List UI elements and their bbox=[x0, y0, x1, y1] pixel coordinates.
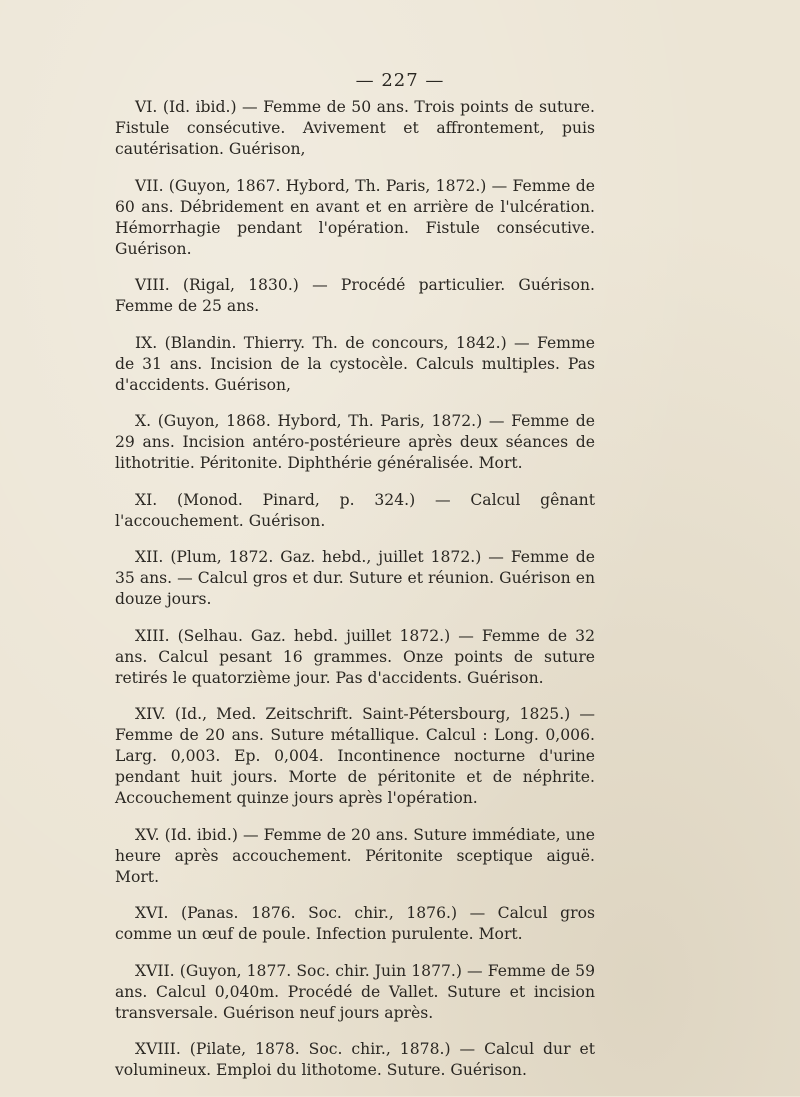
case-entry-vii: VII. (Guyon, 1867. Hybord, Th. Paris, 1872.) — Femme de 60 ans. Débridement en avant et en arrière de l'ulcération. Hémorrhagie pendant l'opération. Fistule consécutive. Guérison. bbox=[115, 176, 595, 258]
case-entry-xviii: XVIII. (Pilate, 1878. Soc. chir., 1878.) — Calcul dur et volumineux. Emploi du lithotome. Suture. Guérison. bbox=[115, 1040, 595, 1079]
case-entry-xi: XI. (Monod. Pinard, p. 324.) — Calcul gênant l'accouchement. Guérison. bbox=[115, 490, 595, 530]
case-entry-xv: XV. (Id. ibid.) — Femme de 20 ans. Suture immédiate, une heure après accouchement. Péritonite sceptique aiguë. Mort. bbox=[115, 825, 595, 886]
case-entry-xii: XII. (Plum, 1872. Gaz. hebd., juillet 1872.) — Femme de 35 ans. — Calcul gros et dur. Suture et réunion. Guérison en douze jours. bbox=[115, 548, 595, 608]
case-entry-xiii: XIII. (Selhau. Gaz. hebd. juillet 1872.) — Femme de 32 ans. Calcul pesant 16 grammes. Onze points de suture retirés le quatorzième jour. Pas d'accidents. Guérison. bbox=[115, 626, 595, 687]
case-entry-xvii: XVII. (Guyon, 1877. Soc. chir. Juin 1877.) — Femme de 59 ans. Calcul 0,040m. Procédé de Vallet. Suture et incision transversale. Guérison neuf jours après. bbox=[115, 961, 595, 1022]
case-entry-vi: VI. (Id. ibid.) — Femme de 50 ans. Trois points de suture. Fistule consécutive. Avivement et affrontement, puis cautérisation. Guérison, bbox=[115, 98, 595, 158]
case-entry-viii: VIII. (Rigal, 1830.) — Procédé particulier. Guérison. Femme de 25 ans. bbox=[115, 276, 595, 315]
page-number: — 227 — bbox=[355, 70, 445, 91]
case-entry-xiv: XIV. (Id., Med. Zeitschrift. Saint-Pétersbourg, 1825.) — Femme de 20 ans. Suture métallique. Calcul : Long. 0,006. Larg. 0,003. Ep. 0,004. Incontinence nocturne d'urine pendant huit jours. Morte de péritonite et de néphrite. Accouchement quinze jours après l'opération. bbox=[115, 705, 595, 807]
case-entry-x: X. (Guyon, 1868. Hybord, Th. Paris, 1872.) — Femme de 29 ans. Incision antéro-postérieure après deux séances de lithotritie. Péritonite. Diphthérie généralisée. Mort. bbox=[115, 412, 595, 472]
case-entry-ix: IX. (Blandin. Thierry. Th. de concours, 1842.) — Femme de 31 ans. Incision de la cystocèle. Calculs multiples. Pas d'accidents. Guérison, bbox=[115, 333, 595, 394]
case-list bbox=[115, 97, 595, 1097]
case-entry-xvi: XVI. (Panas. 1876. Soc. chir., 1876.) — Calcul gros comme un œuf de poule. Infection purulente. Mort. bbox=[115, 904, 595, 943]
